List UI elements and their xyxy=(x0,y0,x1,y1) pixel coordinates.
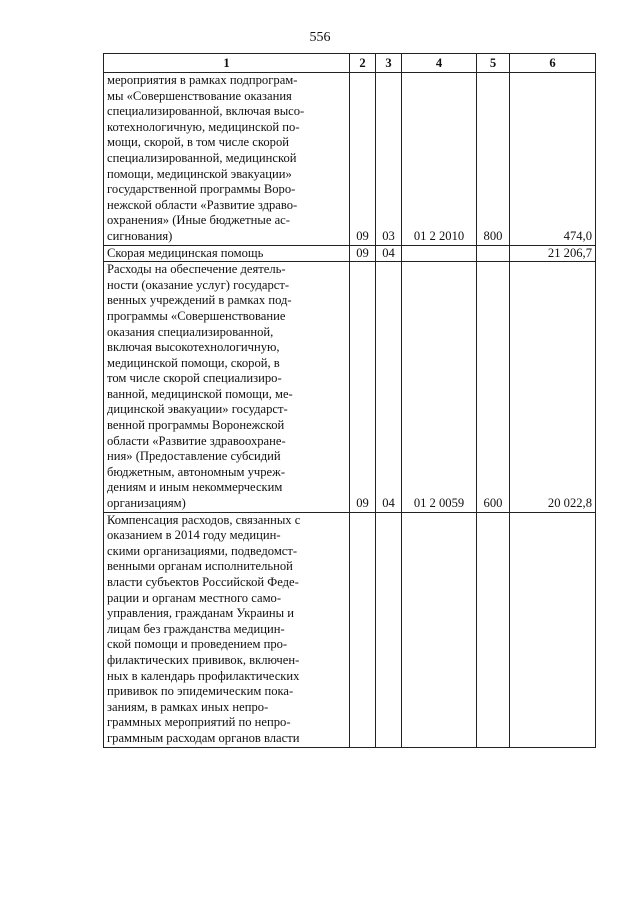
name-line: оказания специализированной, xyxy=(107,324,274,339)
name-line: ности (оказание услуг) государст- xyxy=(107,277,290,292)
name-line: специализированной, медицинской xyxy=(107,150,297,165)
name-line: котехнологичную, медицинской по- xyxy=(107,119,300,134)
row-name-cell xyxy=(104,73,350,246)
column-header-section: 2 xyxy=(350,54,376,73)
amount-cell xyxy=(510,512,596,747)
section-code-cell: 09 xyxy=(350,262,376,513)
name-line: прививок по эпидемическим пока- xyxy=(107,684,294,699)
name-line: рации и органам местного само- xyxy=(107,590,282,605)
name-line: помощи, медицинской эвакуации» xyxy=(107,166,292,181)
name-line: заниям, в рамках иных непро- xyxy=(107,699,269,714)
name-line: специализированной, включая высо- xyxy=(107,104,305,119)
name-line: мощи, скорой, в том числе скорой xyxy=(107,135,289,150)
name-line: власти субъектов Российской Феде- xyxy=(107,575,299,589)
name-line: ской помощи и проведением про- xyxy=(107,637,288,652)
target-article-cell: 01 2 0059 xyxy=(402,262,477,513)
name-line: ных в календарь профилактических xyxy=(107,668,300,683)
table-row xyxy=(104,245,596,262)
column-header-name: 1 xyxy=(104,54,350,73)
column-header-subsection: 3 xyxy=(376,54,402,73)
name-line: организациям) xyxy=(107,496,186,511)
target-article-cell: 01 2 2010 xyxy=(402,73,477,246)
subsection-code-cell: 04 xyxy=(376,245,402,262)
name-line: венной программы Воронежской xyxy=(107,418,285,433)
amount-cell: 474,0 xyxy=(510,73,596,246)
target-article-cell xyxy=(402,245,477,262)
name-line: оказанием в 2014 году медицин- xyxy=(107,528,281,543)
expense-type-cell xyxy=(477,512,510,747)
name-line: граммных мероприятий по непро- xyxy=(107,715,291,730)
page-number: 556 xyxy=(309,30,331,45)
name-line: ванной, медицинской помощи, ме- xyxy=(107,386,293,401)
name-line: бюджетным, автономным учреж- xyxy=(107,464,286,479)
name-line: программы «Совершенствование xyxy=(107,308,286,323)
expense-type-cell xyxy=(477,245,510,262)
budget-table xyxy=(103,53,596,748)
name-line: включая высокотехнологичную, xyxy=(107,340,280,355)
subsection-code-cell: 04 xyxy=(376,262,402,513)
name-line: сигнования) xyxy=(107,228,173,243)
name-line: том числе скорой специализиро- xyxy=(107,371,282,386)
section-code-cell: 09 xyxy=(350,245,376,262)
column-header-target-article: 4 xyxy=(402,54,477,73)
name-line: государственной программы Воро- xyxy=(107,182,296,197)
expense-type-cell: 600 xyxy=(477,262,510,513)
name-line: управления, гражданам Украины и xyxy=(107,606,294,621)
table-header-row xyxy=(104,54,596,73)
target-article-cell xyxy=(402,512,477,747)
subsection-code-cell: 03 xyxy=(376,73,402,246)
row-name-cell xyxy=(104,245,350,262)
name-line: дениям и иным некоммерческим xyxy=(107,480,283,495)
name-line: филактических прививок, включен- xyxy=(107,652,300,667)
expense-type-cell: 800 xyxy=(477,73,510,246)
name-line: Компенсация расходов, связанных с xyxy=(107,512,301,527)
name-line: Расходы на обеспечение деятель- xyxy=(107,262,286,277)
name-line: дицинской эвакуации» государст- xyxy=(107,402,288,417)
column-header-amount: 6 xyxy=(510,54,596,73)
table-row xyxy=(104,262,596,513)
table-row xyxy=(104,73,596,246)
name-line: ния» (Предоставление субсидий xyxy=(107,449,281,464)
name-line: скими организациями, подведомст- xyxy=(107,543,298,558)
column-header-expense-type: 5 xyxy=(477,54,510,73)
name-line: Скорая медицинская помощь xyxy=(107,245,264,260)
name-line: мы «Совершенствование оказания xyxy=(107,88,292,103)
name-line: венных учреждений в рамках под- xyxy=(107,293,292,308)
amount-cell: 21 206,7 xyxy=(510,245,596,262)
name-line: венными органам исполнительной xyxy=(107,559,293,574)
row-name-cell xyxy=(104,512,350,747)
subsection-code-cell xyxy=(376,512,402,747)
name-line: мероприятия в рамках подпрограм- xyxy=(107,73,298,87)
amount-cell: 20 022,8 xyxy=(510,262,596,513)
name-line: охранения» (Иные бюджетные ас- xyxy=(107,213,290,228)
name-line: граммным расходам органов власти xyxy=(107,730,300,745)
table-row xyxy=(104,512,596,747)
name-line: лицам без гражданства медицин- xyxy=(107,621,285,636)
row-name-cell xyxy=(104,262,350,513)
name-line: медицинской помощи, скорой, в xyxy=(107,355,280,370)
name-line: нежской области «Развитие здраво- xyxy=(107,197,298,212)
name-line: области «Развитие здравоохране- xyxy=(107,433,286,448)
section-code-cell: 09 xyxy=(350,73,376,246)
section-code-cell xyxy=(350,512,376,747)
